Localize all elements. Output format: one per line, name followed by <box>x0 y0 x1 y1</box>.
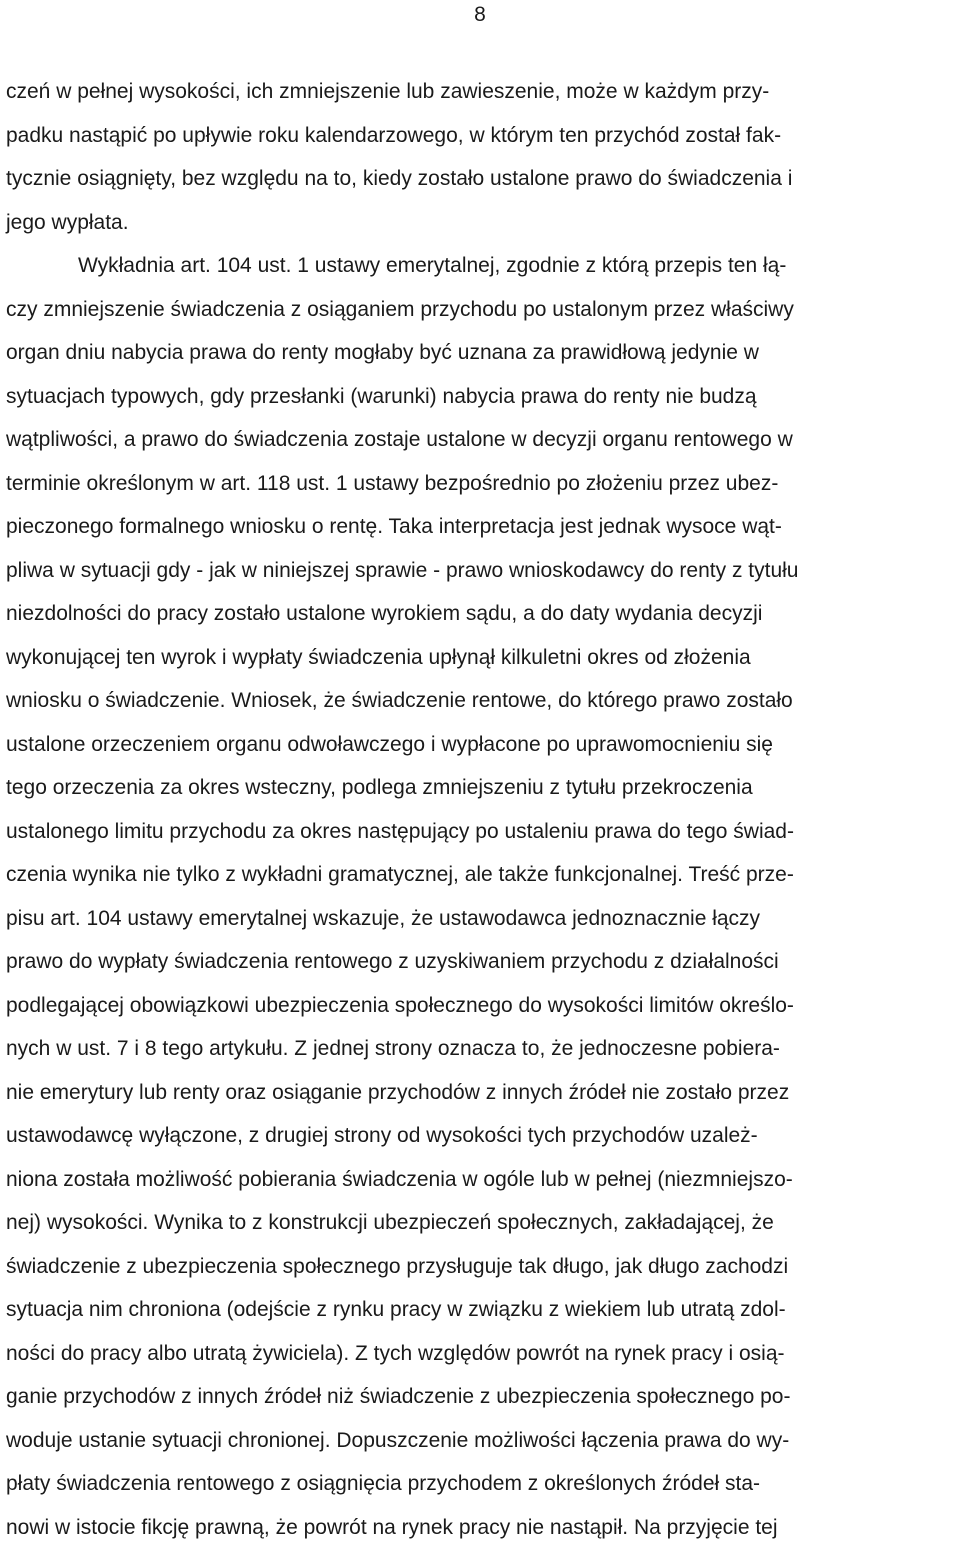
text-line: nowi w istocie fikcję prawną, że powrót na rynek pracy nie nastąpił. Na przyjęcie tej <box>6 1506 954 1549</box>
text-line: sytuacja nim chroniona (odejście z rynku pracy w związku z wiekiem lub utratą zdol- <box>6 1288 954 1332</box>
text-line: nie emerytury lub renty oraz osiąganie przychodów z innych źródeł nie zostało przez <box>6 1071 954 1115</box>
text-line: ności do pracy albo utratą żywiciela). Z tych względów powrót na rynek pracy i osią- <box>6 1332 954 1376</box>
text-line: niona została możliwość pobierania świadczenia w ogóle lub w pełnej (niezmniejszo- <box>6 1158 954 1202</box>
document-body <box>6 70 954 1549</box>
text-line: ustalone orzeczeniem organu odwoławczego i wypłacone po uprawomocnieniu się <box>6 723 954 767</box>
text-line: pisu art. 104 ustawy emerytalnej wskazuje, że ustawodawca jednoznacznie łączy <box>6 897 954 941</box>
text-line: terminie określonym w art. 118 ust. 1 ustawy bezpośrednio po złożeniu przez ubez- <box>6 462 954 506</box>
text-line: czenia wynika nie tylko z wykładni gramatycznej, ale także funkcjonalnej. Treść prze- <box>6 853 954 897</box>
text-line: niezdolności do pracy zostało ustalone wyrokiem sądu, a do daty wydania decyzji <box>6 592 954 636</box>
text-line: wykonującej ten wyrok i wypłaty świadczenia upłynął kilkuletni okres od złożenia <box>6 636 954 680</box>
text-line: ganie przychodów z innych źródeł niż świadczenie z ubezpieczenia społecznego po- <box>6 1375 954 1419</box>
text-line: tycznie osiągnięty, bez względu na to, kiedy zostało ustalone prawo do świadczenia i <box>6 157 954 201</box>
text-line: ustalonego limitu przychodu za okres następujący po ustaleniu prawa do tego świad- <box>6 810 954 854</box>
text-line: sytuacjach typowych, gdy przesłanki (warunki) nabycia prawa do renty nie budzą <box>6 375 954 419</box>
page-number: 8 <box>0 2 960 28</box>
text-line: tego orzeczenia za okres wsteczny, podlega zmniejszeniu z tytułu przekroczenia <box>6 766 954 810</box>
text-line: wątpliwości, a prawo do świadczenia zostaje ustalone w decyzji organu rentowego w <box>6 418 954 462</box>
paragraph-start-line: Wykładnia art. 104 ust. 1 ustawy emerytalnej, zgodnie z którą przepis ten łą- <box>6 244 954 288</box>
text-line: nych w ust. 7 i 8 tego artykułu. Z jednej strony oznacza to, że jednoczesne pobiera- <box>6 1027 954 1071</box>
text-line: czeń w pełnej wysokości, ich zmniejszenie lub zawieszenie, może w każdym przy- <box>6 70 954 114</box>
text-line: podlegającej obowiązkowi ubezpieczenia społecznego do wysokości limitów określo- <box>6 984 954 1028</box>
text-line: pieczonego formalnego wniosku o rentę. Taka interpretacja jest jednak wysoce wąt- <box>6 505 954 549</box>
text-line: nej) wysokości. Wynika to z konstrukcji ubezpieczeń społecznych, zakładającej, że <box>6 1201 954 1245</box>
text-line: ustawodawcę wyłączone, z drugiej strony od wysokości tych przychodów uzależ- <box>6 1114 954 1158</box>
text-line: woduje ustanie sytuacji chronionej. Dopuszczenie możliwości łączenia prawa do wy- <box>6 1419 954 1463</box>
text-line: wniosku o świadczenie. Wniosek, że świadczenie rentowe, do którego prawo zostało <box>6 679 954 723</box>
text-line: jego wypłata. <box>6 201 954 245</box>
text-line: prawo do wypłaty świadczenia rentowego z uzyskiwaniem przychodu z działalności <box>6 940 954 984</box>
text-line: czy zmniejszenie świadczenia z osiąganiem przychodu po ustalonym przez właściwy <box>6 288 954 332</box>
text-line: płaty świadczenia rentowego z osiągnięcia przychodem z określonych źródeł sta- <box>6 1462 954 1506</box>
text-line: padku nastąpić po upływie roku kalendarzowego, w którym ten przychód został fak- <box>6 114 954 158</box>
text-line: organ dniu nabycia prawa do renty mogłaby być uznana za prawidłową jedynie w <box>6 331 954 375</box>
text-line: pliwa w sytuacji gdy - jak w niniejszej sprawie - prawo wnioskodawcy do renty z tytułu <box>6 549 954 593</box>
text-line: świadczenie z ubezpieczenia społecznego przysługuje tak długo, jak długo zachodzi <box>6 1245 954 1289</box>
